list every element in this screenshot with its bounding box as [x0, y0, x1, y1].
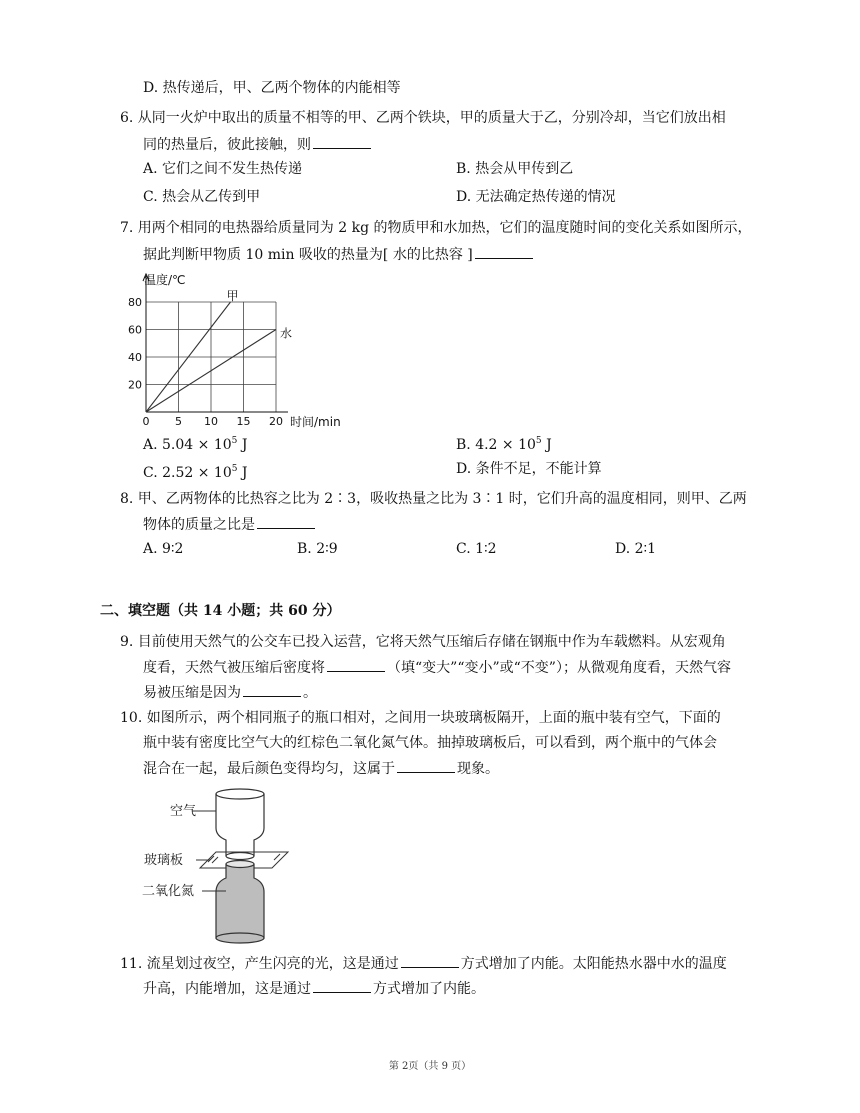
q9-stem-line1: 9. 目前使用天然气的公交车已投入运营，它将天然气压缩后存储在钢瓶中作为车载燃料。从宏观角 [120, 634, 726, 650]
q8-option-b: B. 2∶9 [297, 541, 338, 557]
q10-line3-part2: 现象。 [457, 761, 499, 777]
q11-blank-2[interactable] [313, 978, 371, 993]
q7-option-a-exp: 5 [231, 436, 238, 446]
series-label-2: 水 [280, 326, 293, 341]
section-heading: 二、填空题（共 14 小题；共 60 分） [100, 603, 341, 619]
q7-option-a-unit: J [237, 437, 248, 453]
label-glass-plate: 玻璃板 [144, 853, 184, 868]
chart-axes [143, 274, 288, 412]
q8-stem-line1: 8. 甲、乙两物体的比热容之比为 2∶3，吸收热量之比为 3∶1 时，它们升高的温度相同，则甲、乙两 [120, 491, 747, 507]
q6-answer-blank[interactable] [313, 134, 371, 149]
q6-option-b: B. 热会从甲传到乙 [456, 161, 574, 177]
q6-option-d: D. 无法确定热传递的情况 [456, 189, 616, 205]
q7-option-b-unit: J [541, 437, 552, 453]
q10-stem-line1: 10. 如图所示，两个相同瓶子的瓶口相对，之间用一块玻璃板隔开，上面的瓶中装有空气，下面的 [120, 710, 721, 726]
x-tick-label: 20 [269, 415, 283, 428]
q9-line2-part2: （填“变大”“变小”或“不变”）；从微观角度看，天然气容 [387, 660, 731, 676]
x-tick-label: 0 [142, 415, 150, 428]
q11-stem-line1 [120, 953, 727, 974]
q11-line1-part1: 11. 流星划过夜空，产生闪亮的光，这是通过 [120, 956, 399, 972]
q8-stem-text: 物体的质量之比是 [143, 517, 255, 533]
q8-option-a: A. 9∶2 [143, 541, 184, 557]
q7-option-b-exp: 5 [535, 436, 542, 446]
y-tick-label: 40 [128, 351, 142, 364]
q10-stem-line3 [143, 758, 499, 779]
q9-blank-2[interactable] [243, 682, 301, 697]
x-axis-label: 时间/min [290, 415, 341, 429]
q7-stem-text: 据此判断甲物质 10 min 吸收的热量为[ 水的比热容 ] [143, 247, 473, 263]
q7-stem-line1: 7. 用两个相同的电热器给质量同为 2 kg 的物质甲和水加热，它们的温度随时间的变化关系如图所示， [120, 220, 752, 236]
q7-option-c-text: C. 2.52 × 10 [143, 465, 232, 481]
q7-option-c-unit: J [237, 465, 248, 481]
q8-option-c: C. 1∶2 [456, 541, 497, 557]
temperature-time-chart [128, 270, 368, 430]
label-air: 空气 [170, 804, 197, 819]
q11-blank-1[interactable] [401, 953, 459, 968]
q7-answer-blank[interactable] [475, 244, 533, 259]
page-footer: 第 2页（共 9 页） [388, 1061, 472, 1072]
q9-line3-part1: 易被压缩是因为 [143, 685, 241, 701]
q8-stem-line2 [143, 514, 317, 535]
q6-stem-line2 [143, 134, 373, 155]
q9-stem-line3 [143, 682, 317, 703]
q6-stem-line1: 6. 从同一火炉中取出的质量不相等的甲、乙两个铁块，甲的质量大于乙，分别冷却，当它们放出相 [120, 110, 726, 126]
q9-stem-line2 [143, 657, 731, 678]
q5-option-d: D. 热传递后，甲、乙两个物体的内能相等 [143, 80, 401, 96]
chart-series [146, 289, 292, 412]
chart-grid [146, 302, 276, 412]
q10-line3-part1: 混合在一起，最后颜色变得均匀，这属于 [143, 761, 395, 777]
q7-option-c [143, 459, 248, 483]
q7-option-d: D. 条件不足，不能计算 [456, 461, 602, 477]
label-no2: 二氧化氮 [142, 884, 195, 899]
q8-option-d: D. 2∶1 [615, 541, 657, 557]
y-tick-label: 80 [128, 296, 142, 309]
lower-bottle-no2 [216, 861, 264, 944]
y-tick-label: 60 [128, 323, 142, 337]
x-tick-label: 15 [236, 415, 251, 428]
q7-option-c-exp: 5 [231, 464, 238, 474]
q10-stem-line2: 瓶中装有密度比空气大的红棕色二氧化氮气体。抽掉玻璃板后，可以看到，两个瓶中的气体会 [143, 735, 717, 751]
q9-line3-part2: 。 [303, 685, 317, 701]
q11-stem-line2 [143, 978, 485, 999]
q8-answer-blank[interactable] [257, 514, 315, 529]
q9-line2-part1: 度看，天然气被压缩后密度将 [143, 660, 325, 676]
q6-option-a: A. 它们之间不发生热传递 [143, 161, 303, 177]
gas-diffusion-bottles-figure [140, 780, 300, 950]
q9-blank-1[interactable] [327, 657, 385, 672]
q10-answer-blank[interactable] [397, 758, 455, 773]
q7-option-a [143, 431, 247, 455]
x-tick-label: 5 [175, 415, 182, 428]
q11-line2-part1: 升高，内能增加，这是通过 [143, 981, 311, 997]
series-label-1: 甲 [226, 289, 239, 303]
q7-option-a-text: A. 5.04 × 10 [143, 437, 232, 453]
q6-stem-text: 同的热量后，彼此接触，则 [143, 137, 311, 153]
q7-option-b-text: B. 4.2 × 10 [456, 437, 536, 453]
q7-stem-line2 [143, 244, 535, 265]
x-tick-label: 10 [204, 415, 218, 428]
q11-line2-part2: 方式增加了内能。 [373, 981, 485, 997]
y-axis-label: 温度/℃ [144, 273, 186, 287]
q11-line1-part2: 方式增加了内能。太阳能热水器中水的温度 [460, 956, 727, 972]
y-tick-label: 20 [128, 378, 142, 392]
q6-option-c: C. 热会从乙传到甲 [143, 189, 261, 205]
upper-bottle-air [216, 789, 264, 860]
q7-option-b [456, 431, 552, 455]
